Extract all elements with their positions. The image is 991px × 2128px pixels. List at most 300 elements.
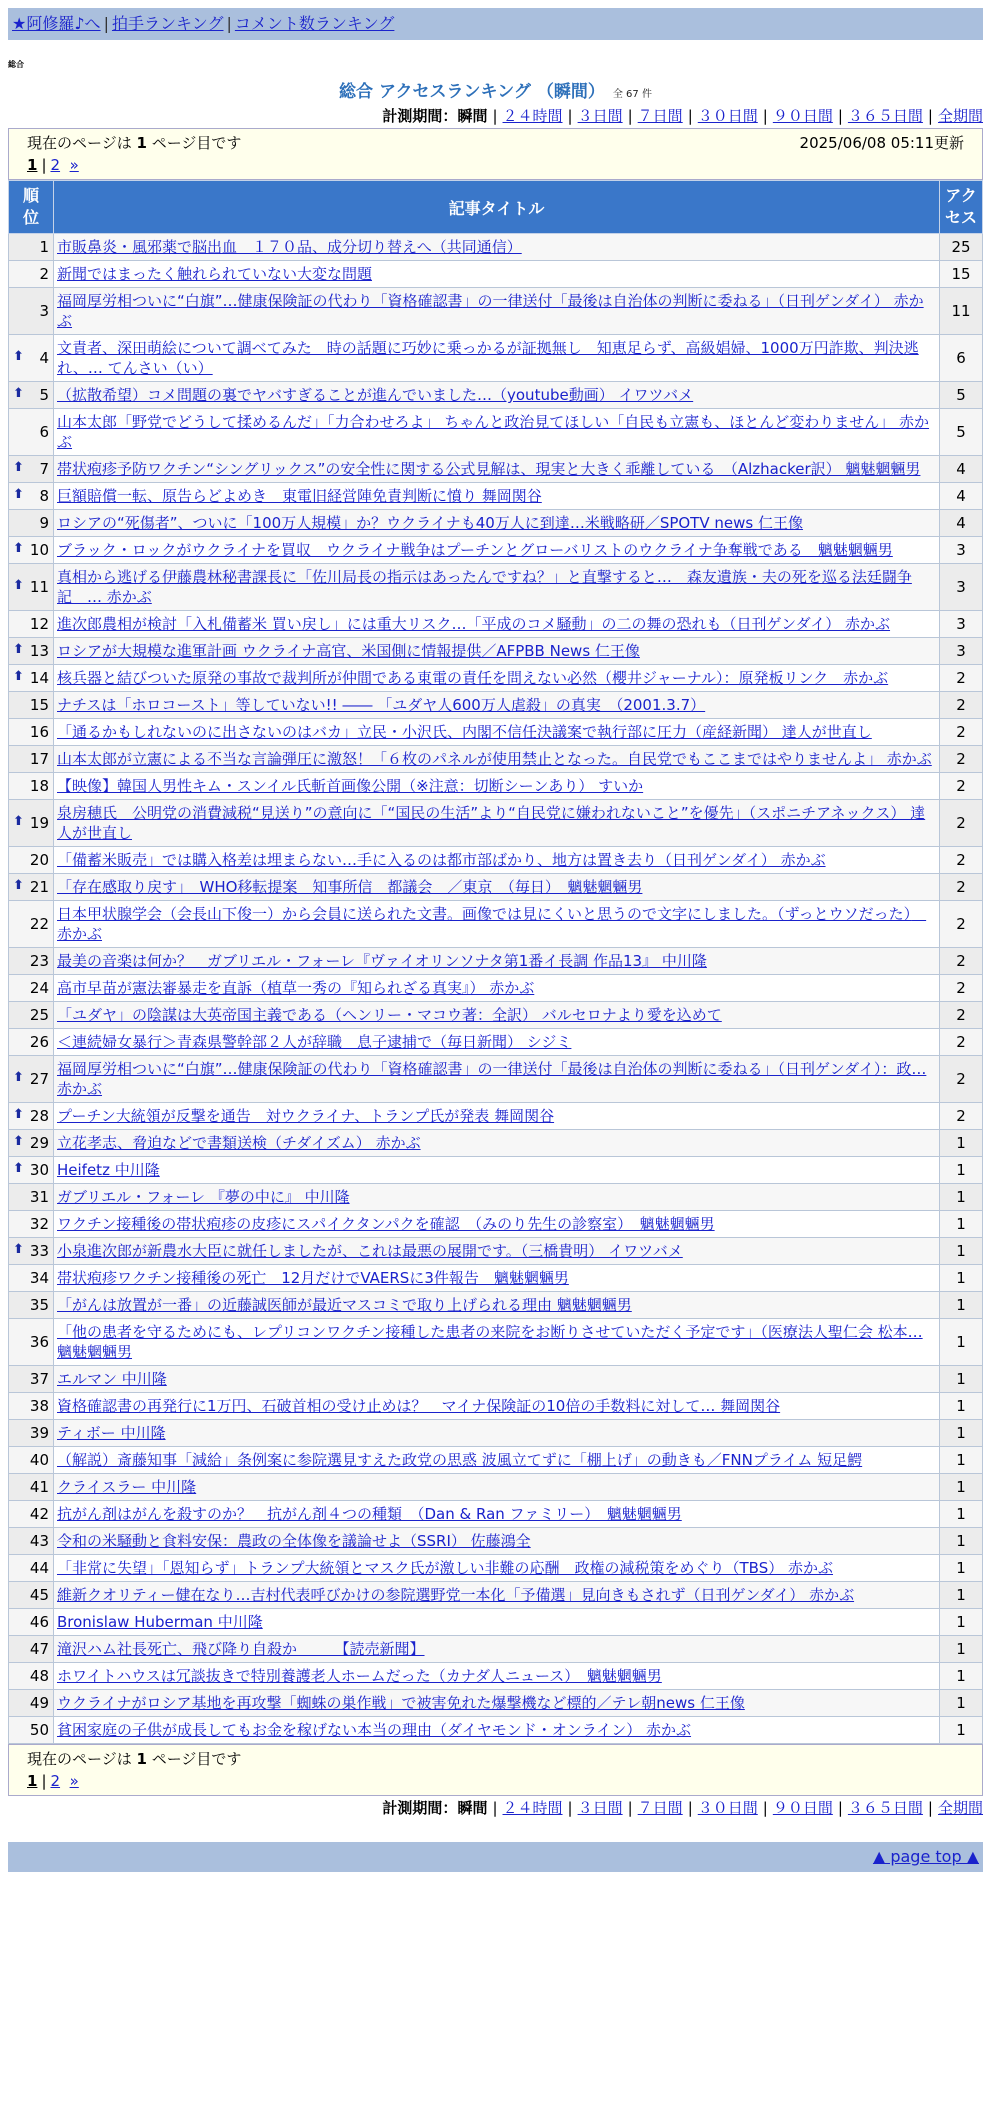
title-cell bbox=[54, 948, 940, 975]
article-link[interactable]: 新聞ではまったく触れられていない大変な問題 bbox=[57, 265, 373, 283]
rank-number: 21 bbox=[29, 878, 49, 896]
up-arrow-icon: ⬆ bbox=[13, 349, 24, 364]
rank-number: 5 bbox=[39, 386, 49, 404]
title-cell bbox=[54, 1002, 940, 1029]
up-arrow-icon: ⬆ bbox=[13, 1134, 24, 1149]
period-option-4[interactable]: ３０日間 bbox=[697, 1799, 758, 1817]
table-row bbox=[9, 1474, 983, 1501]
period-separator: | bbox=[492, 1799, 498, 1817]
updated-timestamp: 2025/06/08 05:11更新 bbox=[799, 134, 964, 152]
rank-number: 16 bbox=[29, 723, 49, 741]
rank-number: 3 bbox=[39, 302, 49, 320]
article-link[interactable]: 山本太郎が立憲による不当な言論弾圧に激怒！「６枚のパネルが使用禁止となった。自民党でもここまではやりませんよ」 赤かぶ bbox=[57, 750, 932, 768]
rank-cell bbox=[9, 948, 54, 975]
rank-cell bbox=[9, 1501, 54, 1528]
rank-cell bbox=[9, 746, 54, 773]
table-row bbox=[9, 719, 983, 746]
period-option-2[interactable]: ３日間 bbox=[577, 107, 623, 125]
article-link[interactable]: Bronislaw Huberman 中川隆 bbox=[57, 1613, 263, 1631]
article-link[interactable]: クライスラー 中川隆 bbox=[57, 1478, 197, 1496]
table-row bbox=[9, 1690, 983, 1717]
rank-number: 27 bbox=[29, 1070, 49, 1088]
rank-cell bbox=[9, 1029, 54, 1056]
access-count: 1 bbox=[940, 1474, 983, 1501]
access-count: 4 bbox=[940, 483, 983, 510]
title-cell bbox=[54, 1420, 940, 1447]
home-link[interactable]: ★阿修羅♪へ bbox=[12, 14, 101, 33]
article-link[interactable]: 最美の音楽は何か？ ガブリエル・フォーレ『ヴァイオリンソナタ第1番イ長調 作品13』 中川隆 bbox=[57, 952, 707, 970]
table-row bbox=[9, 948, 983, 975]
period-option-6[interactable]: ３６５日間 bbox=[847, 107, 923, 125]
table-row bbox=[9, 234, 983, 261]
table-row bbox=[9, 901, 983, 948]
rank-cell bbox=[9, 847, 54, 874]
rank-number: 24 bbox=[29, 979, 49, 997]
period-option-1[interactable]: ２４時間 bbox=[502, 107, 563, 125]
table-row bbox=[9, 847, 983, 874]
article-link[interactable]: 「がんは放置が一番」の近藤誠医師が最近マスコミで取り上げられる理由 魑魅魍魎男 bbox=[57, 1296, 632, 1314]
access-count: 1 bbox=[940, 1157, 983, 1184]
article-link[interactable]: 文責者、深田萌絵について調べてみた 時の話題に巧妙に乗っかるが証拠無し 知恵足らず、高級娼婦、1000万円詐欺、判決逃れ、… てんさい（い） bbox=[57, 339, 919, 377]
table-row bbox=[9, 1447, 983, 1474]
header-rank: 順位 bbox=[9, 181, 54, 234]
article-link[interactable]: ホワイトハウスは冗談抜きで特別養護老人ホームだった（カナダ人ニュース） 魑魅魍魎男 bbox=[57, 1667, 662, 1685]
table-row bbox=[9, 1002, 983, 1029]
title-cell bbox=[54, 746, 940, 773]
rank-number: 18 bbox=[29, 777, 49, 795]
title-cell bbox=[54, 1717, 940, 1744]
access-count: 5 bbox=[940, 409, 983, 456]
table-row bbox=[9, 1103, 983, 1130]
rank-cell bbox=[9, 288, 54, 335]
table-row bbox=[9, 611, 983, 638]
article-link[interactable]: 【映像】韓国人男性キム・スンイル氏斬首画像公開（※注意：切断シーンあり） すいか bbox=[57, 777, 644, 795]
access-count: 1 bbox=[940, 1393, 983, 1420]
rank-cell bbox=[9, 719, 54, 746]
rank-cell bbox=[9, 874, 54, 901]
bottom-bar bbox=[8, 1842, 983, 1872]
period-separator: | bbox=[567, 107, 573, 125]
nav-separator: | bbox=[103, 14, 109, 33]
table-row bbox=[9, 1157, 983, 1184]
rank-cell bbox=[9, 1184, 54, 1211]
title-cell bbox=[54, 537, 940, 564]
rank-cell bbox=[9, 611, 54, 638]
rank-number: 41 bbox=[29, 1478, 49, 1496]
period-option-7[interactable]: 全期間 bbox=[937, 1799, 983, 1817]
rank-cell bbox=[9, 1555, 54, 1582]
rank-number: 23 bbox=[29, 952, 49, 970]
access-count: 1 bbox=[940, 1717, 983, 1744]
table-row bbox=[9, 1056, 983, 1103]
article-link[interactable]: 山本太郎「野党でどうして揉めるんだ」「力合わせろよ」 ちゃんと政治見てほしい「自民も立憲も、ほとんど変わりません」 赤かぶ bbox=[57, 413, 930, 451]
up-arrow-icon: ⬆ bbox=[13, 642, 24, 657]
table-row bbox=[9, 1609, 983, 1636]
rank-number: 7 bbox=[39, 460, 49, 478]
article-link[interactable]: 帯状疱疹予防ワクチン“シングリックス”の安全性に関する公式見解は、現実と大きく乖離している （Alzhacker訳） 魑魅魍魎男 bbox=[57, 460, 921, 478]
rank-number: 28 bbox=[29, 1107, 49, 1125]
period-separator: | bbox=[837, 107, 843, 125]
rank-cell bbox=[9, 409, 54, 456]
access-count: 1 bbox=[940, 1211, 983, 1238]
up-arrow-icon: ⬆ bbox=[13, 460, 24, 475]
page-title bbox=[0, 80, 991, 104]
article-link[interactable]: 立花孝志、脅迫などで書類送検（チダイズム） 赤かぶ bbox=[57, 1134, 421, 1152]
article-link[interactable]: 帯状疱疹ワクチン接種後の死亡 12月だけでVAERSに3件報告 魑魅魍魎男 bbox=[57, 1269, 569, 1287]
rank-cell bbox=[9, 692, 54, 719]
title-cell bbox=[54, 1211, 940, 1238]
page-top-link[interactable]: ▲ page top ▲ bbox=[872, 1847, 979, 1866]
article-link[interactable]: 抗がん剤はがんを殺すのか？ 抗がん剤４つの種類 （Dan & Ran ファミリー） 魑魅魍魎男 bbox=[57, 1505, 682, 1523]
access-count: 1 bbox=[940, 1238, 983, 1265]
article-link[interactable]: 小泉進次郎が新農水大臣に就任しましたが、これは最悪の展開です。（三橋貴明） イワツバメ bbox=[57, 1242, 683, 1260]
access-count: 1 bbox=[940, 1528, 983, 1555]
rank-number: 37 bbox=[29, 1370, 49, 1388]
title-cell bbox=[54, 1029, 940, 1056]
article-link[interactable]: 令和の米騒動と食料安保：農政の全体像を議論せよ（SSRI） 佐藤鴻全 bbox=[57, 1532, 531, 1550]
rank-cell bbox=[9, 800, 54, 847]
rank-number: 29 bbox=[29, 1134, 49, 1152]
period-option-3[interactable]: ７日間 bbox=[637, 1799, 683, 1817]
rank-cell bbox=[9, 483, 54, 510]
up-arrow-icon: ⬆ bbox=[13, 541, 24, 556]
table-row bbox=[9, 537, 983, 564]
article-link[interactable]: 日本甲状腺学会（会長山下俊一）から会員に送られた文書。画像では見にくいと思うので文字にしました。（ずっとウソだった） 赤かぶ bbox=[57, 905, 927, 943]
rank-cell bbox=[9, 1663, 54, 1690]
period-option-5[interactable]: ９０日間 bbox=[772, 1799, 833, 1817]
table-row bbox=[9, 382, 983, 409]
rank-number: 8 bbox=[39, 487, 49, 505]
table-row bbox=[9, 1184, 983, 1211]
title-cell bbox=[54, 1582, 940, 1609]
article-link[interactable]: プーチン大統領が反撃を通告 対ウクライナ、トランプ氏が発表 舞岡関谷 bbox=[57, 1107, 555, 1125]
rank-cell bbox=[9, 1474, 54, 1501]
access-count: 2 bbox=[940, 847, 983, 874]
article-link[interactable]: 「通るかもしれないのに出さないのはバカ」立民・小沢氏、内閣不信任決議案で執行部に圧力（産経新聞） 達人が世直し bbox=[57, 723, 872, 741]
access-count: 5 bbox=[940, 382, 983, 409]
table-row bbox=[9, 665, 983, 692]
access-count: 2 bbox=[940, 719, 983, 746]
article-link[interactable]: ワクチン接種後の帯状疱疹の皮疹にスパイクタンパクを確認 （みのり先生の診察室） 魑魅魍魎男 bbox=[57, 1215, 715, 1233]
rank-number: 34 bbox=[29, 1269, 49, 1287]
rank-number: 25 bbox=[29, 1006, 49, 1024]
table-row bbox=[9, 1636, 983, 1663]
pager-page-1-current: 1 bbox=[27, 1772, 38, 1790]
table-row bbox=[9, 1130, 983, 1157]
article-link[interactable]: Heifetz 中川隆 bbox=[57, 1161, 160, 1179]
title-cell bbox=[54, 382, 940, 409]
title-cell bbox=[54, 1393, 940, 1420]
rank-number: 47 bbox=[29, 1640, 49, 1658]
title-cell bbox=[54, 564, 940, 611]
article-link[interactable]: 泉房穂氏 公明党の消費減税“見送り”の意向に「“国民の生活”より“自民党に嫌われないこと”を優先」（スポニチアネックス） 達人が世直し bbox=[57, 804, 926, 842]
rank-number: 40 bbox=[29, 1451, 49, 1469]
access-count: 1 bbox=[940, 1130, 983, 1157]
article-link[interactable]: 「ユダヤ」の陰謀は大英帝国主義である（ヘンリー・マコウ著：全訳） バルセロナより愛を込めて bbox=[57, 1006, 722, 1024]
category-label: 総合 bbox=[8, 60, 24, 69]
access-count: 4 bbox=[940, 510, 983, 537]
access-count: 2 bbox=[940, 901, 983, 948]
comment-ranking-link[interactable]: コメント数ランキング bbox=[234, 14, 395, 33]
access-count: 2 bbox=[940, 1103, 983, 1130]
table-row bbox=[9, 1582, 983, 1609]
access-count: 1 bbox=[940, 1501, 983, 1528]
table-row bbox=[9, 409, 983, 456]
current-page-text: 現在のページは 1 ページ目です bbox=[27, 134, 242, 152]
page-info-bottom bbox=[8, 1744, 983, 1796]
rank-cell bbox=[9, 1292, 54, 1319]
rank-number: 42 bbox=[29, 1505, 49, 1523]
title-cell bbox=[54, 335, 940, 382]
ranking-table bbox=[8, 180, 983, 1744]
access-count: 25 bbox=[940, 234, 983, 261]
period-separator: | bbox=[837, 1799, 843, 1817]
access-count: 1 bbox=[940, 1265, 983, 1292]
pager-bottom: 1 | 2 » bbox=[27, 1772, 79, 1790]
up-arrow-icon: ⬆ bbox=[13, 386, 24, 401]
title-cell bbox=[54, 1292, 940, 1319]
period-selector-top bbox=[8, 104, 983, 128]
table-row bbox=[9, 692, 983, 719]
header-access: アクセス bbox=[940, 181, 983, 234]
title-cell bbox=[54, 665, 940, 692]
title-cell bbox=[54, 409, 940, 456]
table-row bbox=[9, 1292, 983, 1319]
rank-cell bbox=[9, 901, 54, 948]
period-option-4[interactable]: ３０日間 bbox=[697, 107, 758, 125]
table-row bbox=[9, 1393, 983, 1420]
period-separator: | bbox=[927, 107, 933, 125]
nav-separator: | bbox=[226, 14, 232, 33]
rank-cell bbox=[9, 1717, 54, 1744]
access-count: 1 bbox=[940, 1319, 983, 1366]
access-count: 2 bbox=[940, 665, 983, 692]
article-link[interactable]: 市販鼻炎・風邪薬で脳出血 １７０品、成分切り替えへ（共同通信） bbox=[57, 238, 522, 256]
title-cell bbox=[54, 1690, 940, 1717]
title-cell bbox=[54, 1184, 940, 1211]
title-cell bbox=[54, 1447, 940, 1474]
access-count: 1 bbox=[940, 1609, 983, 1636]
title-cell bbox=[54, 510, 940, 537]
access-count: 2 bbox=[940, 1056, 983, 1103]
period-separator: | bbox=[687, 107, 693, 125]
article-link[interactable]: 滝沢ハム社長死亡、飛び降り自殺か 【読売新聞】 bbox=[57, 1640, 425, 1658]
rank-number: 12 bbox=[29, 615, 49, 633]
article-link[interactable]: 「他の患者を守るためにも、レプリコンワクチン接種した患者の来院をお断りさせていただく予定です」（医療法人聖仁会 松本… 魑魅魍魎男 bbox=[57, 1323, 923, 1361]
rank-number: 10 bbox=[29, 541, 49, 559]
article-link[interactable]: 福岡厚労相ついに“白旗”…健康保険証の代わり「資格確認書」の一律送付「最後は自治体の判断に委ねる」（日刊ゲンダイ）：政… 赤かぶ bbox=[57, 1060, 927, 1098]
rank-number: 46 bbox=[29, 1613, 49, 1631]
rank-number: 50 bbox=[29, 1721, 49, 1739]
access-count: 1 bbox=[940, 1292, 983, 1319]
period-separator: | bbox=[627, 1799, 633, 1817]
rank-cell bbox=[9, 510, 54, 537]
title-cell bbox=[54, 1555, 940, 1582]
rank-number: 1 bbox=[39, 238, 49, 256]
table-row bbox=[9, 1366, 983, 1393]
rank-cell bbox=[9, 1238, 54, 1265]
title-cell bbox=[54, 1366, 940, 1393]
pager-page-2-link[interactable]: 2 bbox=[50, 1772, 61, 1790]
rank-cell bbox=[9, 1420, 54, 1447]
article-link[interactable]: 核兵器と結びついた原発の事故で裁判所が仲間である東電の責任を問えない必然（櫻井ジャーナル）：原発板リンク 赤かぶ bbox=[57, 669, 889, 687]
table-row bbox=[9, 746, 983, 773]
period-selector-bottom bbox=[8, 1796, 983, 1820]
up-arrow-icon: ⬆ bbox=[13, 487, 24, 502]
rank-number: 49 bbox=[29, 1694, 49, 1712]
access-count: 1 bbox=[940, 1420, 983, 1447]
period-option-2[interactable]: ３日間 bbox=[577, 1799, 623, 1817]
period-option-0: 瞬間 bbox=[457, 107, 488, 125]
article-link[interactable]: ガブリエル・フォーレ 『夢の中に』 中川隆 bbox=[57, 1188, 350, 1206]
article-link[interactable]: 高市早苗が憲法審暴走を直訴（植草一秀の『知られざる真実』） 赤かぶ bbox=[57, 979, 535, 997]
access-count: 2 bbox=[940, 874, 983, 901]
rank-number: 44 bbox=[29, 1559, 49, 1577]
period-separator: | bbox=[927, 1799, 933, 1817]
rank-number: 6 bbox=[39, 423, 49, 441]
article-link[interactable]: 進次郎農相が検討「入札備蓄米 買い戻し」には重大リスク…「平成のコメ騒動」の二の舞の恐れも（日刊ゲンダイ） 赤かぶ bbox=[57, 615, 891, 633]
title-cell bbox=[54, 1528, 940, 1555]
title-cell bbox=[54, 261, 940, 288]
access-count: 1 bbox=[940, 1184, 983, 1211]
rank-number: 19 bbox=[29, 814, 49, 832]
title-cell bbox=[54, 773, 940, 800]
article-link[interactable]: 「存在感取り戻す」 WHO移転提案 知事所信 都議会 ／東京 （毎日） 魑魅魍魎男 bbox=[57, 878, 643, 896]
rank-cell bbox=[9, 1319, 54, 1366]
up-arrow-icon: ⬆ bbox=[13, 1107, 24, 1122]
rank-number: 48 bbox=[29, 1667, 49, 1685]
clap-ranking-link[interactable]: 拍手ランキング bbox=[111, 14, 224, 33]
title-cell bbox=[54, 1474, 940, 1501]
title-cell bbox=[54, 1103, 940, 1130]
article-link[interactable]: ナチスは「ホロコースト」等していない!! ―― 「ユダヤ人600万人虐殺」の真実 （2001.3.7） bbox=[57, 696, 706, 714]
table-row bbox=[9, 1501, 983, 1528]
pager-next-link[interactable]: » bbox=[69, 1772, 79, 1790]
rank-number: 20 bbox=[29, 851, 49, 869]
article-link[interactable]: 福岡厚労相ついに“白旗”…健康保険証の代わり「資格確認書」の一律送付「最後は自治体の判断に委ねる」（日刊ゲンダイ） 赤かぶ bbox=[57, 292, 924, 330]
rank-cell bbox=[9, 1002, 54, 1029]
article-link[interactable]: ブラック・ロックがウクライナを買収 ウクライナ戦争はプーチンとグローバリストのウクライナ争奪戦である 魑魅魍魎男 bbox=[57, 541, 893, 559]
rank-cell bbox=[9, 773, 54, 800]
pager-next-link[interactable]: » bbox=[69, 156, 79, 174]
rank-cell bbox=[9, 638, 54, 665]
period-option-0: 瞬間 bbox=[457, 1799, 488, 1817]
total-count: 全 67 件 bbox=[612, 89, 652, 100]
access-count: 6 bbox=[940, 335, 983, 382]
page-info-top bbox=[8, 128, 983, 180]
up-arrow-icon: ⬆ bbox=[13, 1161, 24, 1176]
pager-page-2-link[interactable]: 2 bbox=[50, 156, 61, 174]
title-cell bbox=[54, 234, 940, 261]
rank-cell bbox=[9, 1211, 54, 1238]
rank-number: 2 bbox=[39, 265, 49, 283]
rank-cell bbox=[9, 1582, 54, 1609]
table-row bbox=[9, 510, 983, 537]
rank-number: 22 bbox=[29, 915, 49, 933]
article-link[interactable]: 貧困家庭の子供が成長してもお金を稼げない本当の理由（ダイヤモンド・オンライン） 赤かぶ bbox=[57, 1721, 692, 1739]
up-arrow-icon: ⬆ bbox=[13, 878, 24, 893]
rank-number: 4 bbox=[39, 349, 49, 367]
access-count: 3 bbox=[940, 611, 983, 638]
rank-number: 17 bbox=[29, 750, 49, 768]
table-row bbox=[9, 1555, 983, 1582]
period-option-7[interactable]: 全期間 bbox=[937, 107, 983, 125]
article-link[interactable]: エルマン 中川隆 bbox=[57, 1370, 167, 1388]
rank-cell bbox=[9, 1393, 54, 1420]
rank-cell bbox=[9, 537, 54, 564]
rank-cell bbox=[9, 382, 54, 409]
period-option-3[interactable]: ７日間 bbox=[637, 107, 683, 125]
article-link[interactable]: 真相から逃げる伊藤農林秘書課長に「佐川局長の指示はあったんですね？」と直撃すると… 森友遺族・夫の死を巡る法廷闘争記 … 赤かぶ bbox=[57, 568, 912, 606]
article-link[interactable]: （拡散希望）コメ問題の裏でヤバすぎることが進んでいました…（youtube動画） イワツバメ bbox=[57, 386, 694, 404]
period-label: 計測期間： bbox=[382, 107, 458, 125]
table-row bbox=[9, 1717, 983, 1744]
rank-cell bbox=[9, 1528, 54, 1555]
table-row bbox=[9, 335, 983, 382]
access-count: 1 bbox=[940, 1690, 983, 1717]
access-count: 2 bbox=[940, 746, 983, 773]
rank-number: 13 bbox=[29, 642, 49, 660]
title-cell bbox=[54, 611, 940, 638]
article-link[interactable]: 資格確認書の再発行に1万円、石破首相の受け止めは？ マイナ保険証の10倍の手数料に対して… 舞岡関谷 bbox=[57, 1397, 781, 1415]
rank-number: 15 bbox=[29, 696, 49, 714]
title-cell bbox=[54, 1501, 940, 1528]
table-row bbox=[9, 1528, 983, 1555]
article-link[interactable]: ウクライナがロシア基地を再攻撃「蜘蛛の巣作戦」で被害免れた爆撃機など標的／テレ朝news 仁王像 bbox=[57, 1694, 745, 1712]
article-link[interactable]: 維新クオリティー健在なり…吉村代表呼びかけの参院選野党一本化「予備選」見向きもされず（日刊ゲンダイ） 赤かぶ bbox=[57, 1586, 855, 1604]
period-separator: | bbox=[627, 107, 633, 125]
article-link[interactable]: 「備蓄米販売」では購入格差は埋まらない…手に入るのは都市部ばかり、地方は置き去り（日刊ゲンダイ） 赤かぶ bbox=[57, 851, 826, 869]
rank-number: 39 bbox=[29, 1424, 49, 1442]
rank-cell bbox=[9, 1265, 54, 1292]
access-count: 3 bbox=[940, 537, 983, 564]
access-count: 2 bbox=[940, 1029, 983, 1056]
rank-cell bbox=[9, 1103, 54, 1130]
title-cell bbox=[54, 483, 940, 510]
table-row bbox=[9, 1265, 983, 1292]
access-count: 2 bbox=[940, 948, 983, 975]
period-option-5[interactable]: ９０日間 bbox=[772, 107, 833, 125]
table-row bbox=[9, 1238, 983, 1265]
title-cell bbox=[54, 901, 940, 948]
rank-cell bbox=[9, 234, 54, 261]
article-link[interactable]: ＜連続婦女暴行＞青森県警幹部２人が辞職 息子逮捕で（毎日新聞） シジミ bbox=[57, 1033, 572, 1051]
rank-cell bbox=[9, 564, 54, 611]
article-link[interactable]: ロシアが大規模な進軍計画 ウクライナ高官、米国側に情報提供／AFPBB News 仁王像 bbox=[57, 642, 640, 660]
article-link[interactable]: ティボー 中川隆 bbox=[57, 1424, 166, 1442]
rank-number: 11 bbox=[29, 578, 49, 596]
article-link[interactable]: 巨額賠償一転、原告らどよめき 東電旧経営陣免責判断に憤り 舞岡関谷 bbox=[57, 487, 542, 505]
table-row bbox=[9, 261, 983, 288]
rank-number: 31 bbox=[29, 1188, 49, 1206]
article-link[interactable]: ロシアの“死傷者”、ついに「100万人規模」か？ウクライナも40万人に到達…米戦略研／SPOTV news 仁王像 bbox=[57, 514, 803, 532]
article-link[interactable]: （解説）斎藤知事「減給」条例案に参院選見すえた政党の思惑 波風立てずに「棚上げ」の動きも／FNNプライム 短足鰐 bbox=[57, 1451, 863, 1469]
table-row bbox=[9, 1663, 983, 1690]
title-cell bbox=[54, 1636, 940, 1663]
table-row bbox=[9, 773, 983, 800]
rank-number: 32 bbox=[29, 1215, 49, 1233]
period-option-6[interactable]: ３６５日間 bbox=[847, 1799, 923, 1817]
article-link[interactable]: 「非常に失望」「恩知らず」トランプ大統領とマスク氏が激しい非難の応酬 政権の減税策をめぐり（TBS） 赤かぶ bbox=[57, 1559, 833, 1577]
rank-cell bbox=[9, 975, 54, 1002]
table-row bbox=[9, 1211, 983, 1238]
pager-page-1-current: 1 bbox=[27, 156, 38, 174]
access-count: 3 bbox=[940, 564, 983, 611]
title-cell bbox=[54, 800, 940, 847]
rank-number: 14 bbox=[29, 669, 49, 687]
period-option-1[interactable]: ２４時間 bbox=[502, 1799, 563, 1817]
title-cell bbox=[54, 1056, 940, 1103]
